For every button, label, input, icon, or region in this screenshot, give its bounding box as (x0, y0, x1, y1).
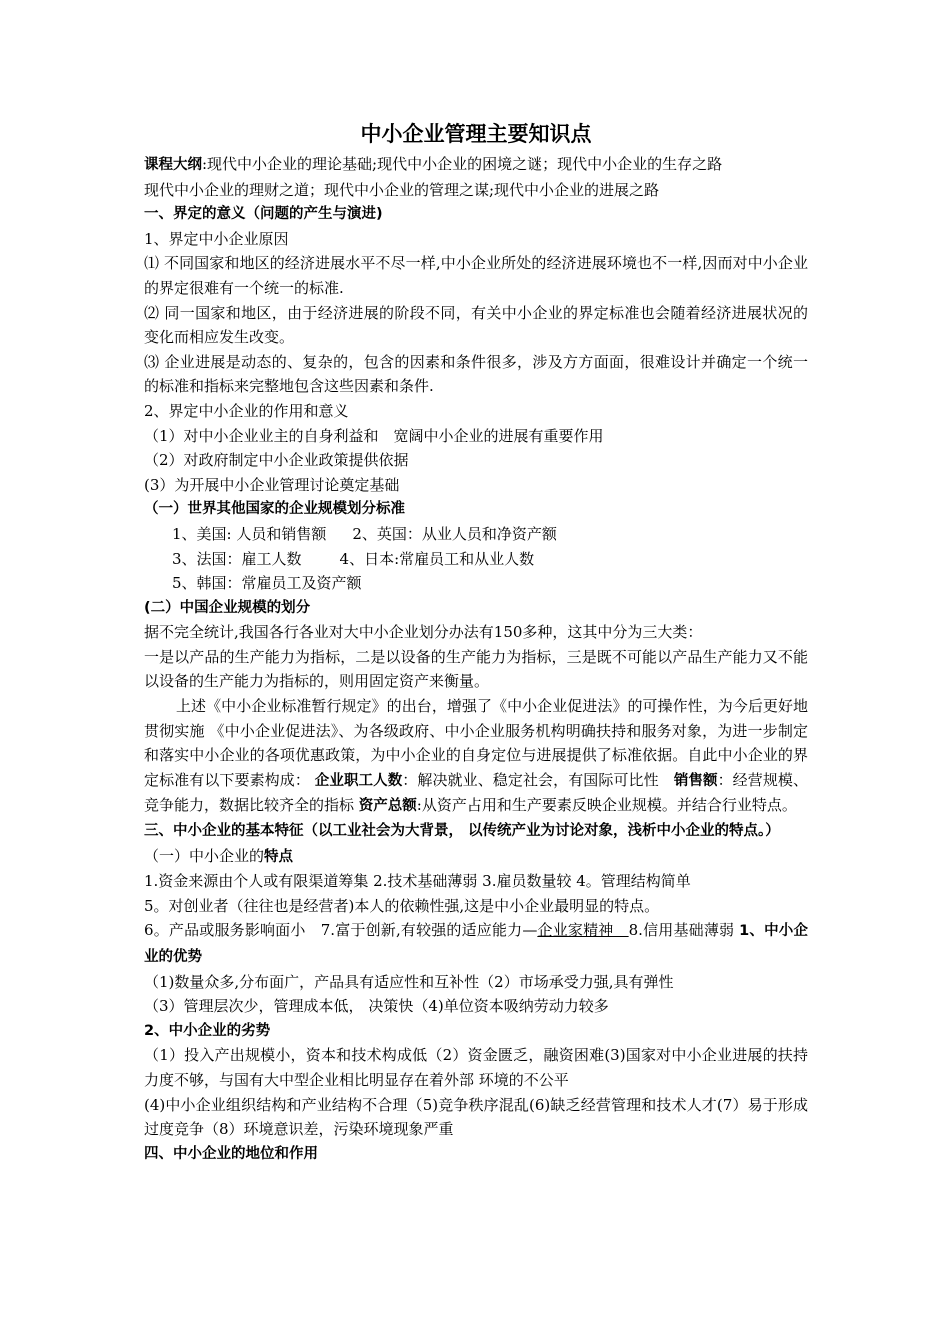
key-assets-desc: :从资产占用和生产要素反映企业规模。并结合行业特点。 (416, 796, 797, 815)
key-assets: 资产总额 (358, 798, 417, 815)
key-employees-desc: ：解决就业、稳定社会，有国际可比性 (402, 770, 674, 789)
meaning-2: （2）对政府制定中小企业政策提供依据 (144, 451, 409, 470)
entrepreneur-spirit: 企业家精神 (537, 921, 629, 940)
reason-3: ⑶ 企业进展是动态的、复杂的，包含的因素和条件很多，涉及方方面面，很难设计并确定一个统一的标准和指标来完整地包含这些因素和条件. (144, 352, 808, 396)
disadvantages-line-2: (4)中小企业组织结构和产业结构不合理（5)竞争秩序混乱(6)缺乏经营管理和技术人才(7）易于形成过度竞争（8）环境意识差，污染环境现象严重 (144, 1095, 808, 1139)
section-4-heading: 四、中小企业的地位和作用 (144, 1145, 318, 1162)
reason-1: ⑴ 不同国家和地区的经济进展水平不尽一样,中小企业所处的经济进展环境也不一样,因而对中小企业的界定很难有一个统一的标准. (144, 254, 808, 297)
china-para-1: 据不完全统计,我国各行各业对大中小企业划分办法有150多种，这其中分为三大类： (144, 623, 703, 642)
outline-line-1 (144, 152, 808, 178)
meaning-3: (3）为开展中小企业管理讨论奠定基础 (144, 475, 400, 494)
meaning-1: （1）对中小企业业主的自身利益和 宽阔中小企业的进展有重要作用 (144, 426, 604, 445)
key-sales-desc: ：经营规模、竞争能力，数据比较齐全的指标 (144, 770, 808, 815)
section-1-sub-2: 2、界定中小企业的作用和意义 (144, 401, 349, 420)
standard-uk: 2、英国：从业人员和净资产额 (352, 524, 557, 543)
section-3-heading: 三、中小企业的基本特征（以工业社会为大背景， 以传统产业为讨论对象，浅析中小企业的特点。） (144, 823, 780, 840)
china-para-3-text: 上述《中小企业标准暂行规定》的出台，增强了《中小企业促进法》的可操作性，为今后更好地贯彻实施 《中小企业促进法》、为各级政府、中小企业服务机构明确扶持和服务对象，为进一步制定和落实中小企业的各项优惠政策，为中小企业的自身定位与进展提供了标准依据。自此中小企业的界定标准有以下要素构成： (144, 697, 808, 789)
china-standards-heading: (二）中国企业规模的划分 (144, 599, 311, 616)
outline-label: 课程大纲 (144, 157, 202, 173)
disadvantages-heading: 2、中小企业的劣势 (144, 1022, 271, 1039)
outline-line-2: 现代中小企业的理财之道；现代中小企业的管理之谋;现代中小企业的进展之路 (144, 180, 660, 199)
world-row-2 (144, 547, 808, 572)
advantages-heading: 1、中小企业的优势 (144, 923, 808, 965)
standard-us: 1、美国: 人员和销售额 (172, 524, 327, 543)
key-employees: 企业职工人数 (314, 772, 403, 789)
advantages-line-2: （3）管理层次少，管理成本低， 决策快（4)单位资本吸纳劳动力较多 (144, 997, 609, 1016)
outline-text-1: :现代中小企业的理论基础;现代中小企业的困境之谜；现代中小企业的生存之路 (202, 155, 723, 173)
world-standards-heading: （一）世界其他国家的企业规模划分标准 (144, 501, 405, 518)
features-line-3 (144, 918, 808, 969)
key-sales: 销售额 (673, 772, 718, 789)
standard-fr: 3、法国：雇工人数 (172, 549, 302, 568)
features-line-3-a: 6。产品或服务影响面小 7.富于创新,有较强的适应能力— (144, 921, 538, 940)
features-line-1: 1.资金来源由个人或有限渠道筹集 2.技术基础薄弱 3.雇员数量较 4。管理结构简单 (144, 872, 691, 891)
features-heading (144, 844, 808, 870)
section-1-heading: 一、界定的意义（问题的产生与演进) (144, 206, 383, 223)
features-line-2: 5。对创业者（往往也是经营者)本人的依赖性强,这是中小企业最明显的特点。 (144, 896, 660, 915)
reason-2: ⑵ 同一国家和地区，由于经济进展的阶段不同，有关中小企业的界定标准也会随着经济进展状况的变化而相应发生改变。 (144, 303, 808, 347)
advantages-line-1: （1)数量众多,分布面广，产品具有适应性和互补性（2）市场承受力强,具有弹性 (144, 972, 674, 991)
standard-jp: 4、日本:常雇员工和从业人数 (339, 549, 535, 568)
china-para-3 (144, 694, 808, 819)
section-1-sub-1: 1、界定中小企业原因 (144, 229, 289, 248)
features-bold: 特点 (264, 848, 294, 865)
disadvantages-line-1: （1）投入产出规模小，资本和技术构成低（2）资金匮乏，融资困难(3)国家对中小企业进展的扶持力度不够，与国有大中型企业相比明显存在着外部 环境的不公平 (144, 1046, 808, 1089)
features-prefix: （一）中小企业的 (144, 846, 265, 865)
world-row-1 (144, 522, 808, 547)
china-para-2: 一是以产品的生产能力为指标，二是以设备的生产能力为指标，三是既不可能以产品生产能力又不能以设备的生产能力为指标的，则用固定资产来衡量。 (144, 647, 808, 691)
standard-kr: 5、韩国：常雇员工及资产额 (172, 574, 362, 593)
document-title: 中小企业管理主要知识点 (360, 122, 592, 146)
features-line-3-b: 8.信用基础薄弱 (628, 921, 740, 940)
